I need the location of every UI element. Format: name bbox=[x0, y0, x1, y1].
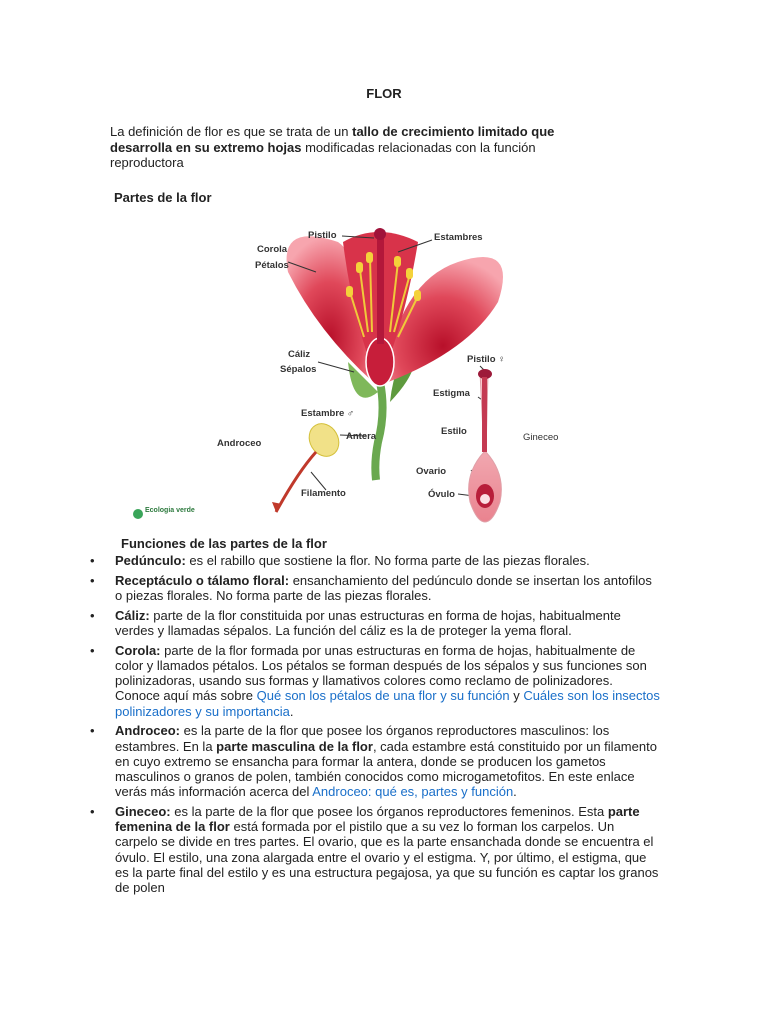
link-insectos-polinizadores[interactable]: Cuáles son los insectos polinizadores y su importancia bbox=[115, 688, 660, 719]
term: Pedúnculo: bbox=[115, 553, 186, 568]
flower-diagram bbox=[128, 212, 568, 532]
bullet: • bbox=[90, 723, 95, 739]
label-caliz: Cáliz bbox=[288, 349, 311, 360]
bullet: • bbox=[90, 642, 95, 658]
intro-bold: tallo de crecimiento limitado que desarrolla en su extremo hojas bbox=[110, 124, 555, 155]
label-sepalos: Sépalos bbox=[280, 364, 317, 375]
item-text: ensanchamiento del pedúnculo donde se insertan los antofilos o piezas florales. No forma parte de las piezas florales. bbox=[115, 572, 652, 603]
intro-text-2: modificadas relacionadas con la función reproductora bbox=[110, 139, 536, 170]
label-antera: Antera bbox=[346, 431, 377, 442]
label-pistilo: Pistilo bbox=[308, 230, 337, 241]
link-androceo[interactable]: Androceo: qué es, partes y función bbox=[312, 784, 514, 800]
anther-detail bbox=[303, 418, 344, 461]
label-androceo: Androceo bbox=[217, 438, 262, 449]
list-item-receptaculo bbox=[90, 573, 660, 603]
term: Receptáculo o tálamo floral: bbox=[115, 572, 290, 588]
list-item-corola bbox=[90, 643, 660, 719]
label-gineceo: Gineceo bbox=[523, 432, 559, 443]
bullet: • bbox=[90, 572, 95, 588]
term: Androceo: bbox=[115, 723, 180, 739]
label-ovario: Ovario bbox=[416, 466, 447, 477]
label-pistilo-female: Pistilo ♀ bbox=[467, 354, 506, 365]
bullet: • bbox=[90, 804, 95, 820]
label-estambre-male: Estambre ♂ bbox=[301, 408, 355, 419]
page-title: FLOR bbox=[366, 86, 402, 101]
svg-text:Ecologia verde: Ecologia verde bbox=[145, 507, 195, 514]
bold-phrase: parte femenina de la flor bbox=[115, 804, 640, 835]
item-text: es la parte de la flor que posee los órganos reproductores femeninos. Esta bbox=[170, 804, 608, 820]
term: Gineceo: bbox=[115, 804, 171, 820]
section-title-functions: Funciones de las partes de la flor bbox=[121, 536, 327, 551]
item-text: . bbox=[289, 703, 294, 719]
list-item-androceo bbox=[90, 723, 660, 799]
item-text: parte de la flor constituida por unas estructuras en forma de hojas, habitualmente verdes y llamadas sépalos. La función del cáliz es la de proteger la yema floral. bbox=[115, 607, 621, 638]
bullet: • bbox=[90, 553, 95, 568]
item-text: es el rabillo que sostiene la flor. No forma parte de las piezas florales. bbox=[185, 553, 590, 568]
style bbox=[377, 234, 384, 344]
list-item-caliz bbox=[90, 608, 660, 638]
label-filamento: Filamento bbox=[301, 488, 346, 499]
item-text: es la parte de la flor que posee los órganos reproductores masculinos: los estambres. En la bbox=[115, 723, 610, 754]
label-estilo: Estilo bbox=[441, 426, 467, 437]
item-text: parte de la flor formada por unas estructuras en forma de hojas, habitualmente de color y llamados pétalos. Los pétalos se forman después de los sépalos y sus funciones son polinizadoras, usando sus formas y llamativos colores como reclamo de polinizadores. Conoce aquí más sobre bbox=[115, 642, 647, 704]
bold-phrase: parte masculina de la flor bbox=[216, 738, 373, 754]
label-estigma: Estigma bbox=[433, 388, 470, 399]
term: Cáliz: bbox=[115, 607, 150, 623]
stem bbox=[375, 382, 382, 480]
intro-paragraph bbox=[110, 124, 610, 171]
item-text: está formada por el pistilo que a su vez lo forman los carpelos. Un carpelo se divide en tres partes. El ovario, que es la parte ensanchada donde se encuentra el óvulo. El estilo, una zona alargada entre el ovario y el estigma. Y, por último, el estigma, que es la parte final del estilo y es una estructura pegajosa, ya que su función es captar los granos de polen bbox=[115, 819, 659, 896]
item-text: . bbox=[513, 784, 517, 800]
filament-detail bbox=[276, 452, 316, 512]
bullet: • bbox=[90, 607, 95, 623]
ecologia-verde-logo bbox=[133, 507, 195, 519]
term: Corola: bbox=[115, 642, 161, 658]
label-petalos: Pétalos bbox=[255, 260, 289, 271]
stigma bbox=[374, 228, 386, 240]
ovary bbox=[366, 338, 394, 386]
item-text: y bbox=[509, 688, 524, 704]
intro-text-1: La definición de flor es que se trata de un bbox=[110, 124, 353, 139]
link-petalos[interactable]: Qué son los pétalos de una flor y su función bbox=[256, 688, 510, 704]
label-estambres: Estambres bbox=[434, 232, 483, 243]
label-ovulo: Óvulo bbox=[428, 489, 455, 500]
list-item-pedunculo bbox=[90, 553, 660, 568]
label-corola: Corola bbox=[257, 244, 288, 255]
item-text: , cada estambre está constituido por un filamento en cuyo extremo se ensancha para formar la antera, donde se producen los gametos masculinos o granos de polen, también conocidos como microgametofitos. En este enlace verás más información acerca del bbox=[115, 738, 657, 800]
section-title-parts: Partes de la flor bbox=[114, 190, 212, 205]
list-item-gineceo bbox=[90, 804, 660, 895]
functions-list bbox=[90, 553, 660, 900]
